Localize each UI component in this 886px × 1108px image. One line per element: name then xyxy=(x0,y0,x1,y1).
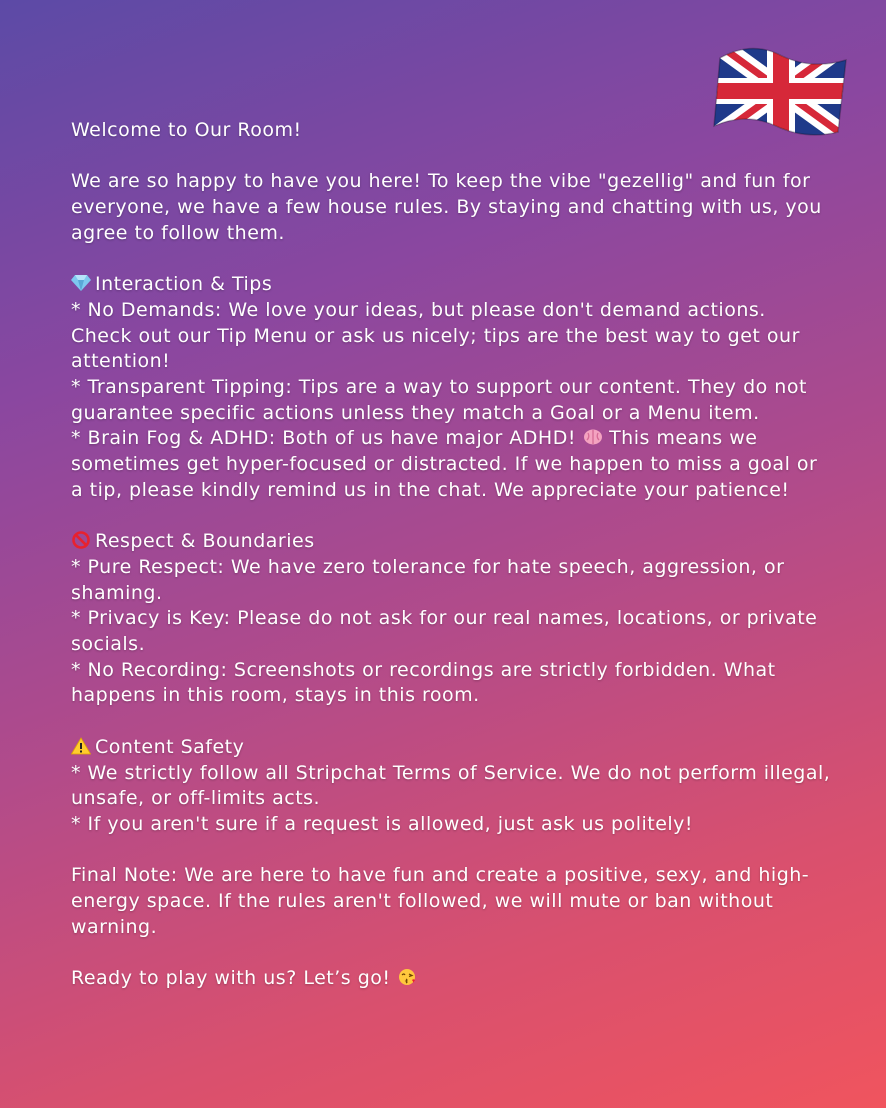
rule-pure-respect: * Pure Respect: We have zero tolerance for hate speech, aggression, or shaming. xyxy=(71,555,785,604)
warning-icon xyxy=(71,737,91,755)
rule-no-recording: * No Recording: Screenshots or recordings are strictly forbidden. What happens in this room, stays in this room. xyxy=(71,658,776,707)
section-heading-interaction: Interaction & Tips xyxy=(71,272,831,298)
rule-ask-politely: * If you aren't sure if a request is allowed, just ask us politely! xyxy=(71,812,694,835)
rule-brain-fog: * Brain Fog & ADHD: Both of us have major ADHD! This means we sometimes get hyper-focused or distracted. If we happen to miss a goal or a tip, please kindly remind us in the chat. We appreciate your patience! xyxy=(71,427,818,501)
rule-transparent-tipping: * Transparent Tipping: Tips are a way to support our content. They do not guarantee specific actions unless they match a Goal or a Menu item. xyxy=(71,376,807,424)
prohibited-icon xyxy=(71,531,91,549)
closing-line: Ready to play with us? Let’s go! xyxy=(71,966,831,992)
section-heading-respect: Respect & Boundaries xyxy=(71,529,831,555)
gem-icon xyxy=(71,274,91,292)
intro-paragraph: We are so happy to have you here! To keep the vibe "gezellig" and fun for everyone, we have a few house rules. By staying and chatting with us, you agree to follow them. xyxy=(71,170,822,244)
rule-terms-of-service: * We strictly follow all Stripchat Terms of Service. We do not perform illegal, unsafe, or off-limits acts. xyxy=(71,761,831,810)
welcome-title: Welcome to Our Room! xyxy=(71,119,302,141)
kissing-face-icon xyxy=(397,968,417,986)
rule-no-demands: * No Demands: We love your ideas, but please don't demand actions. Check out our Tip Menu or ask us nicely; tips are the best way to get our attention! xyxy=(71,298,800,373)
final-note: Final Note: We are here to have fun and create a positive, sexy, and high-energy space. If the rules aren't followed, we will mute or ban without warning. xyxy=(71,864,810,938)
section-heading-content-safety: Content Safety xyxy=(71,735,831,761)
house-rules-text xyxy=(71,118,831,992)
rule-privacy: * Privacy is Key: Please do not ask for our real names, locations, or private socials. xyxy=(71,607,818,656)
brain-icon xyxy=(583,428,603,446)
